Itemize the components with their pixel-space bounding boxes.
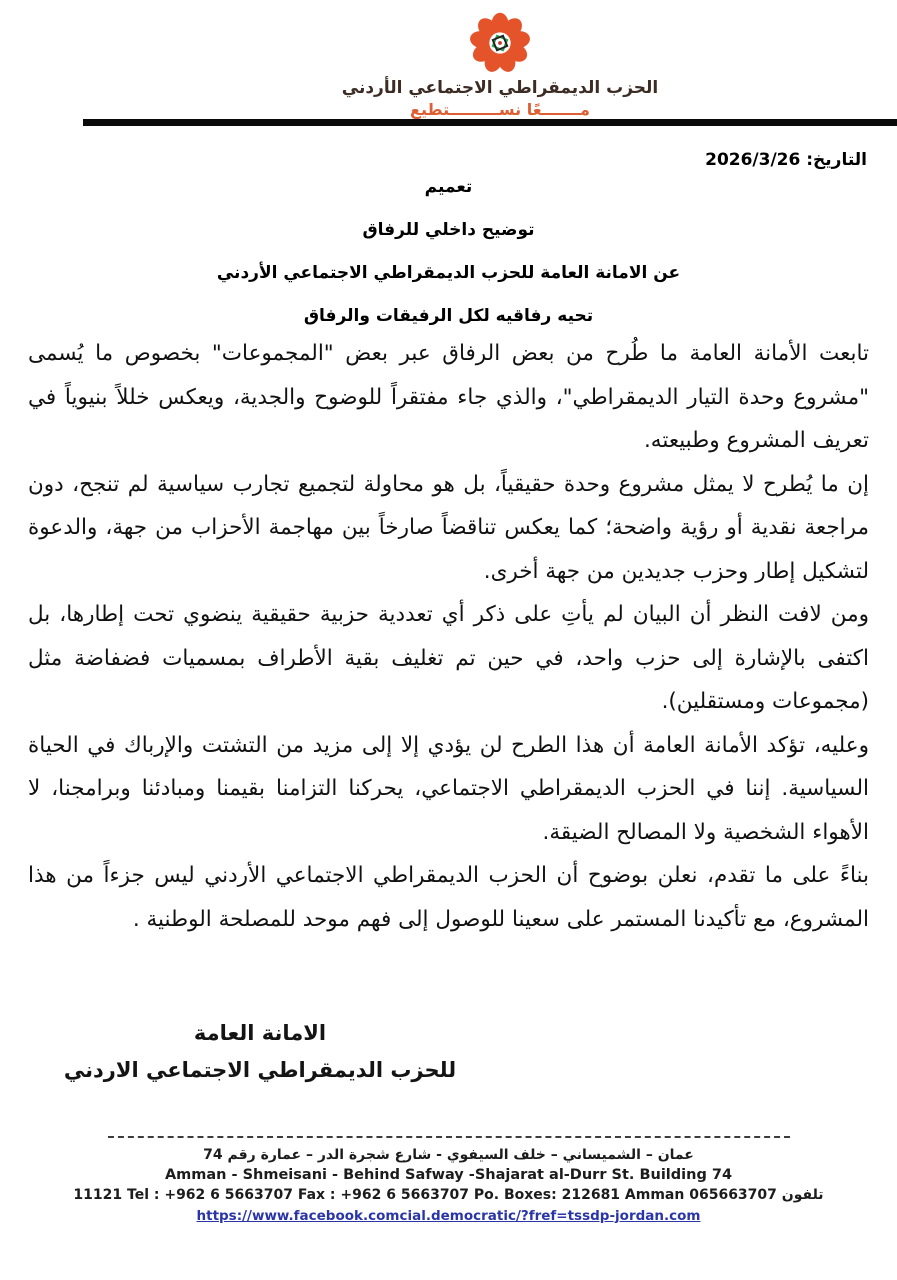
paragraph-4: وعليه، تؤكد الأمانة العامة أن هذا الطرح لن يؤدي إلا إلى مزيد من التشتت والإرباك في الحياة السياسية. إننا في الحزب الديمقراطي الاجتماعي، يحركنا التزامنا بقيمنا ومبادئنا وبرامجنا، لا الأهواء الشخصية ولا المصالح الضيقة.	[28, 732, 869, 845]
signature-line-2: للحزب الديمقراطي الاجتماعي الاردني	[63, 1058, 457, 1082]
paragraph-1: تابعت الأمانة العامة ما طُرح من بعض الرفاق عبر بعض "المجموعات" بخصوص ما يُسمى "مشروع وحدة التيار الديمقراطي"، والذي جاء مفتقراً للوضوح والجدية، ويعكس خللاً بنيوياً في تعريف المشروع وطبيعته.	[28, 341, 869, 453]
letter-headings	[0, 176, 897, 348]
address-english: Amman - Shmeisani - Behind Safway -Shajarat al-Durr St. Building 74	[164, 1167, 733, 1183]
letter-footer	[0, 1136, 897, 1224]
paragraph-3: ومن لافت النظر أن البيان لم يأتِ على ذكر أي تعددية حزبية حقيقية ينضوي تحت إطارها، بل اكتفى بالإشارة إلى حزب واحد، في حين تم تغليف بقية الأطراف بمسميات فضفاضة مثل (مجموعات ومستقلين).	[28, 602, 869, 714]
dashed-divider	[108, 1136, 790, 1138]
flower-star-logo-icon	[448, 8, 552, 78]
paragraph-2: إن ما يُطرح لا يمثل مشروع وحدة حقيقياً، بل هو محاولة لتجميع تجارب سياسية لم تنجح، دون مراجعة نقدية أو رؤية واضحة؛ كما يعكس تناقضاً صارخاً بين مهاجمة الأحزاب من جهة، والدعوة لتشكيل إطار وحزب جديدين من جهة أخرى.	[28, 471, 869, 584]
phone-fax-line: 11121 Tel : +962 6 5663707 Fax : +962 6 5663707 Po. Boxes: 212681 Amman 065663707 تلفون	[73, 1187, 824, 1203]
date-line: التاريخ: 2026/3/26	[705, 150, 867, 170]
address-arabic: عمان – الشميساني – خلف السيفوي - شارع شجرة الدر – عمارة رقم 74	[203, 1147, 694, 1163]
party-tagline: مـــــــعًا نســـــــــتطيع	[410, 100, 590, 119]
paragraph-5: بناءً على ما تقدم، نعلن بوضوح أن الحزب الديمقراطي الاجتماعي الأردني ليس جزءاً من هذا المشروع، مع تأكيدنا المستمر على سعينا للوصول إلى فهم موحد للمصلحة الوطنية .	[28, 863, 869, 932]
letterhead	[300, 8, 700, 119]
heading-circular: تعميم	[424, 177, 473, 197]
signature-line-1: الامانة العامة	[193, 1021, 327, 1045]
header-rule	[83, 119, 897, 126]
signature-block	[55, 1015, 465, 1089]
party-logo	[300, 8, 700, 78]
party-name: الحزب الديمقراطي الاجتماعي الأردني	[341, 78, 659, 98]
facebook-link[interactable]: https://www.facebook.comcial.democratic/?fref=tssdp-jordan.com	[196, 1208, 701, 1224]
heading-greeting: تحيه رفاقيه لكل الرفيقات والرفاق	[303, 306, 594, 326]
heading-internal-clarification: توضيح داخلي للرفاق	[362, 220, 535, 240]
letter-body	[28, 332, 869, 941]
heading-from-secretariat: عن الامانة العامة للحزب الديمقراطي الاجتماعي الأردني	[216, 263, 681, 283]
